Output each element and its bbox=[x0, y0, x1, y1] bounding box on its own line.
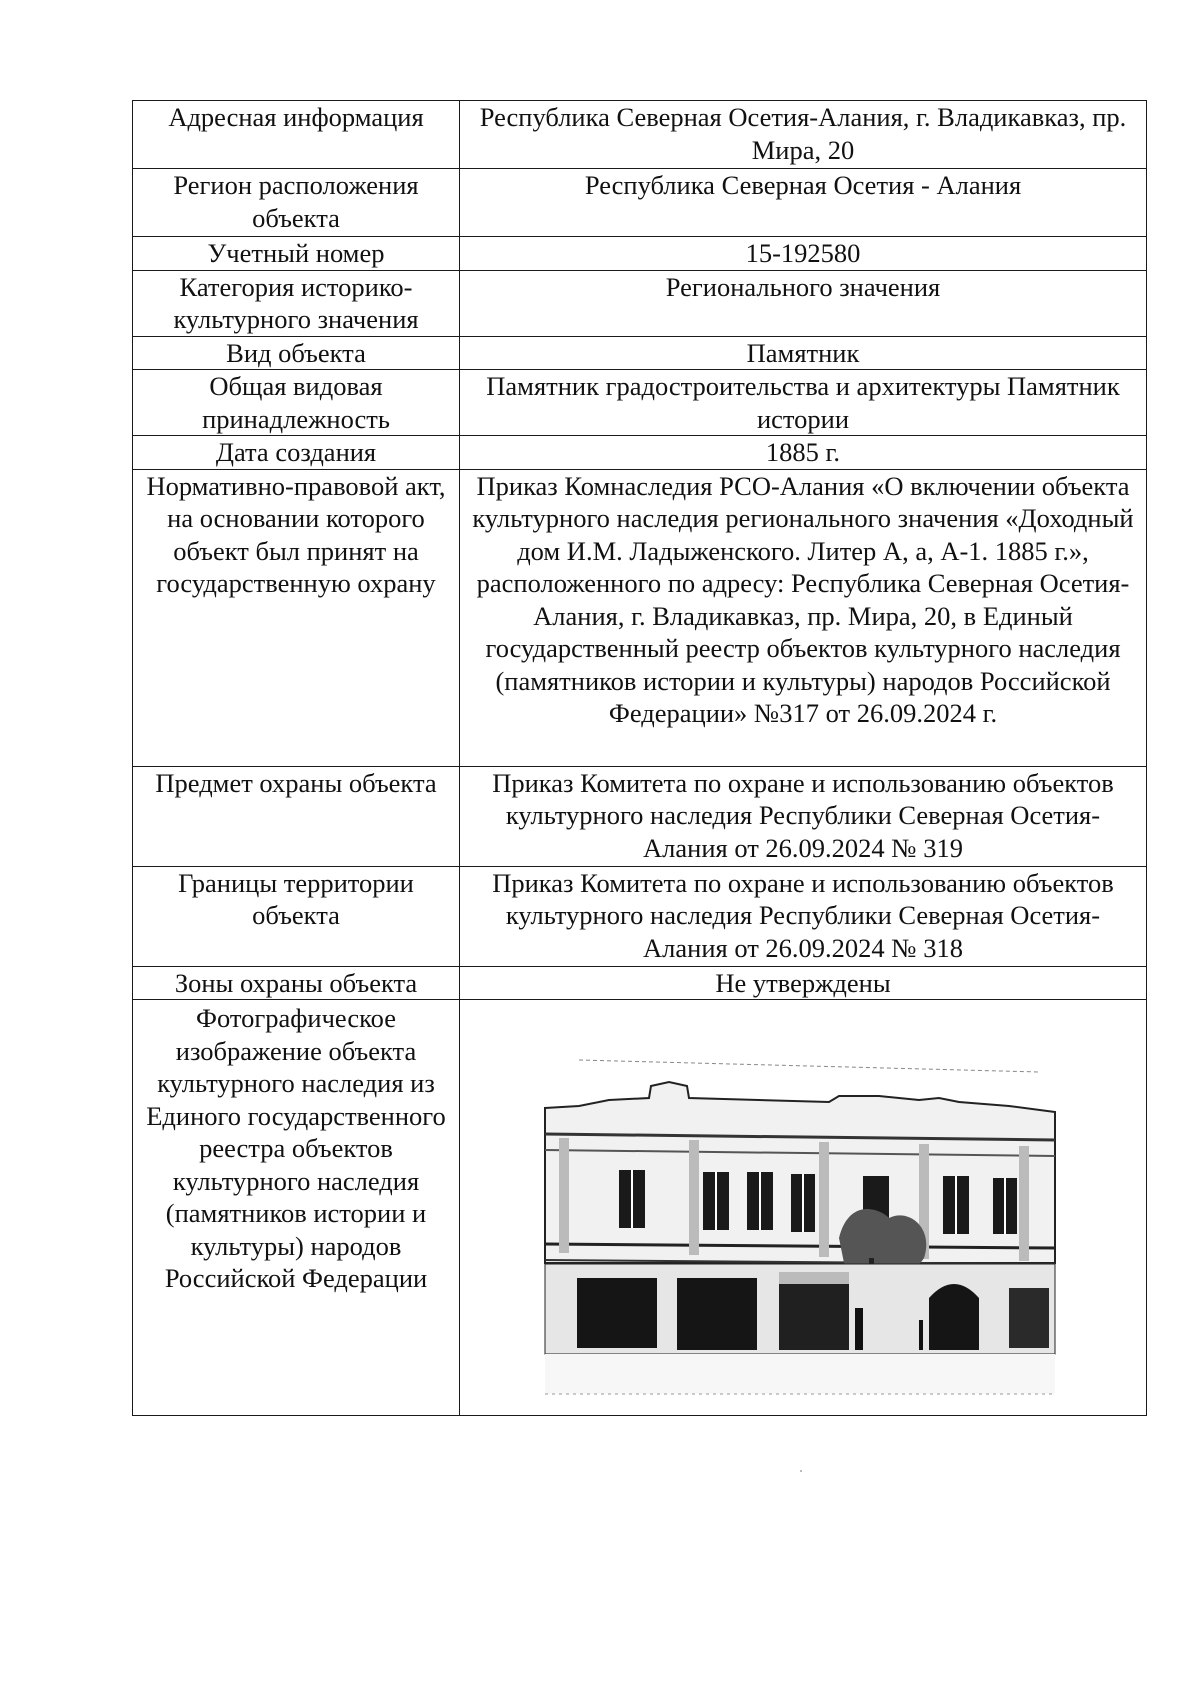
territory-borders-label: Границы территории объекта bbox=[133, 866, 460, 966]
photo-cell bbox=[460, 1000, 1147, 1416]
table-row-legal-act bbox=[133, 469, 1147, 766]
table-row-object-type bbox=[133, 336, 1147, 370]
table-row-address bbox=[133, 101, 1147, 169]
category-value: Регионального значения bbox=[460, 270, 1147, 336]
scan-speck bbox=[800, 1470, 802, 1472]
legal-act-value: Приказ Комнаследия РСО-Алания «О включении объекта культурного наследия регионального значения «Доходный дом И.М. Ладыженского. Литер А, а, А-1. 1885 г.», расположенного по адресу: Республика Северная Осетия-Алания, г. Владикавказ, пр. Мира, 20, в Единый государственный реестр объектов культурного наследия (памятников истории и культуры) народов Российской Федерации» №317 от 26.09.2024 г. bbox=[460, 469, 1147, 766]
building-photo bbox=[539, 1058, 1061, 1398]
address-value: Республика Северная Осетия-Алания, г. Владикавказ, пр. Мира, 20 bbox=[460, 101, 1147, 169]
table-row-protection-zones bbox=[133, 966, 1147, 1000]
legal-act-label: Нормативно-правовой акт, на основании которого объект был принят на государственную охрану bbox=[133, 469, 460, 766]
region-label: Регион расположения объекта bbox=[133, 169, 460, 237]
protection-zones-label: Зоны охраны объекта bbox=[133, 966, 460, 1000]
object-type-label: Вид объекта bbox=[133, 336, 460, 370]
table-row-protection-subject bbox=[133, 766, 1147, 866]
table-row-general-type bbox=[133, 370, 1147, 436]
category-label: Категория историко-культурного значения bbox=[133, 270, 460, 336]
registry-number-label: Учетный номер bbox=[133, 237, 460, 271]
protection-zones-value: Не утверждены bbox=[460, 966, 1147, 1000]
creation-date-value: 1885 г. bbox=[460, 436, 1147, 470]
general-type-value: Памятник градостроительства и архитектуры Памятник истории bbox=[460, 370, 1147, 436]
protection-subject-label: Предмет охраны объекта bbox=[133, 766, 460, 866]
protection-subject-value: Приказ Комитета по охране и использованию объектов культурного наследия Республики Северная Осетия-Алания от 26.09.2024 № 319 bbox=[460, 766, 1147, 866]
table-row-region bbox=[133, 169, 1147, 237]
region-value: Республика Северная Осетия - Алания bbox=[460, 169, 1147, 237]
table-row-category bbox=[133, 270, 1147, 336]
object-info-table bbox=[132, 100, 1147, 1416]
table-row-photo bbox=[133, 1000, 1147, 1416]
table-row-registry-number bbox=[133, 237, 1147, 271]
creation-date-label: Дата создания bbox=[133, 436, 460, 470]
table-row-creation-date bbox=[133, 436, 1147, 470]
object-type-value: Памятник bbox=[460, 336, 1147, 370]
registry-number-value: 15-192580 bbox=[460, 237, 1147, 271]
territory-borders-value: Приказ Комитета по охране и использованию объектов культурного наследия Республики Северная Осетия-Алания от 26.09.2024 № 318 bbox=[460, 866, 1147, 966]
table-row-territory-borders bbox=[133, 866, 1147, 966]
general-type-label: Общая видовая принадлежность bbox=[133, 370, 460, 436]
address-label: Адресная информация bbox=[133, 101, 460, 169]
photo-label: Фотографическое изображение объекта культурного наследия из Единого государственного реестра объектов культурного наследия (памятников истории и культуры) народов Российской Федерации bbox=[133, 1000, 460, 1416]
